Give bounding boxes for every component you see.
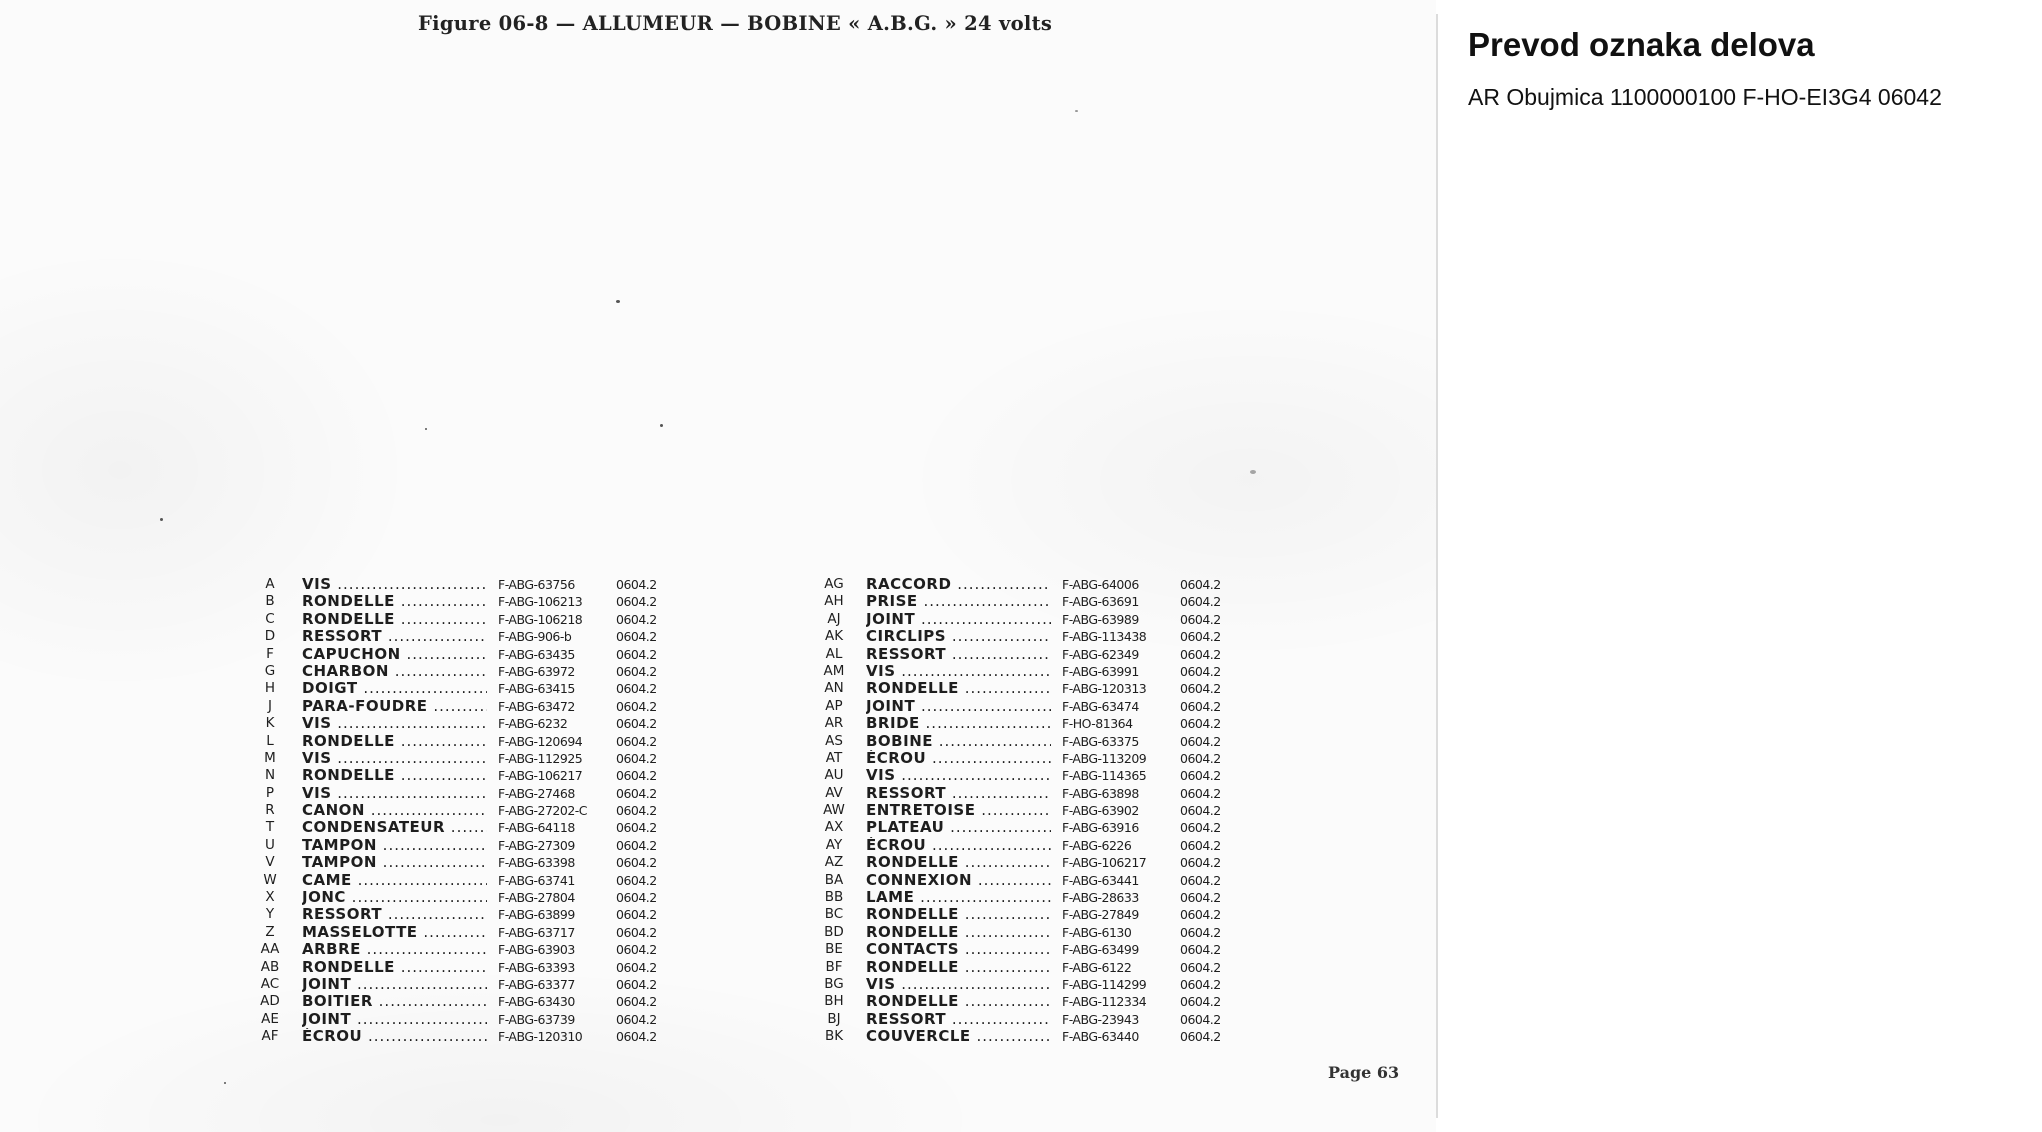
part-row (258, 1028, 678, 1045)
part-reference: F-ABG-63691 (1062, 594, 1139, 610)
part-row (258, 802, 678, 819)
part-reference: F-ABG-6226 (1062, 837, 1132, 853)
part-row (258, 941, 678, 958)
parts-list-left (258, 576, 678, 1046)
part-name: ENTRETOISE ..... (866, 802, 1051, 819)
part-row (822, 611, 1242, 628)
part-row (258, 993, 678, 1010)
part-row (258, 698, 678, 715)
part-name: VIS ..... (302, 750, 487, 767)
part-row (258, 680, 678, 697)
part-name: PARA-FOUDRE ..... (302, 698, 487, 715)
part-letter: AB (260, 958, 280, 975)
part-name: CANON ..... (302, 802, 487, 819)
part-reference: F-ABG-63377 (498, 976, 575, 992)
part-row (258, 854, 678, 871)
part-reference: F-ABG-63972 (498, 663, 575, 679)
part-code: 0604.2 (1180, 837, 1221, 853)
part-letter: AE (261, 1010, 279, 1027)
part-reference: F-ABG-63989 (1062, 611, 1139, 627)
part-name: VIS ..... (302, 785, 487, 802)
part-reference: F-ABG-63398 (498, 855, 575, 871)
part-letter: BH (824, 993, 844, 1010)
part-code: 0604.2 (1180, 663, 1221, 679)
part-row (258, 976, 678, 993)
part-name: JOINT ..... (302, 1011, 487, 1028)
part-code: 0604.2 (1180, 716, 1221, 732)
part-row (822, 802, 1242, 819)
part-letter: B (265, 593, 275, 610)
part-name: JOINT ..... (866, 611, 1051, 628)
part-letter: R (265, 802, 275, 819)
part-name: RONDELLE ..... (302, 611, 487, 628)
part-reference: F-ABG-63393 (498, 959, 575, 975)
part-reference: F-ABG-6232 (498, 716, 568, 732)
part-letter: U (265, 836, 275, 853)
part-letter: AT (825, 749, 843, 766)
part-code: 0604.2 (1180, 629, 1221, 645)
part-code: 0604.2 (616, 785, 657, 801)
part-name: LAME ..... (866, 889, 1051, 906)
scan-speck (224, 1082, 226, 1084)
part-name: DOIGT ..... (302, 680, 487, 697)
part-reference: F-ABG-63472 (498, 698, 575, 714)
part-reference: F-ABG-27202-C (498, 803, 588, 819)
part-code: 0604.2 (616, 594, 657, 610)
part-letter: AD (260, 993, 280, 1010)
part-row (258, 924, 678, 941)
scan-speck (425, 428, 427, 430)
part-letter: N (264, 767, 276, 784)
part-row (258, 750, 678, 767)
part-name: BRIDE ..... (866, 715, 1051, 732)
part-letter: AK (824, 628, 844, 645)
part-code: 0604.2 (616, 855, 657, 871)
part-row (258, 646, 678, 663)
figure-title: Figure 06-8 — ALLUMEUR — BOBINE « A.B.G. » 24 volts (418, 12, 1053, 35)
part-name: RONDELLE ..... (866, 906, 1051, 923)
part-reference: F-ABG-63717 (498, 924, 575, 940)
part-row (822, 646, 1242, 663)
part-name: RESSORT ..... (866, 646, 1051, 663)
part-letter: AC (260, 975, 280, 992)
part-letter: M (264, 749, 276, 766)
part-name: CIRCLIPS ..... (866, 628, 1051, 645)
parts-list-right (822, 576, 1242, 1046)
part-code: 0604.2 (616, 907, 657, 923)
part-letter: AV (825, 784, 843, 801)
part-row (822, 750, 1242, 767)
part-row (258, 889, 678, 906)
part-letter: AZ (824, 854, 844, 871)
part-reference: F-ABG-27849 (1062, 907, 1139, 923)
part-letter: J (268, 697, 272, 714)
part-code: 0604.2 (1180, 681, 1221, 697)
part-name: CONNEXION ..... (866, 872, 1051, 889)
part-reference: F-ABG-63440 (1062, 1029, 1139, 1045)
part-name: VIS ..... (866, 976, 1051, 993)
part-row (822, 941, 1242, 958)
part-reference: F-ABG-63991 (1062, 663, 1139, 679)
part-name: JONC ..... (302, 889, 487, 906)
part-reference: F-ABG-114299 (1062, 976, 1147, 992)
part-code: 0604.2 (1180, 942, 1221, 958)
part-row (258, 767, 678, 784)
part-name: TAMPON ..... (302, 854, 487, 871)
part-code: 0604.2 (1180, 924, 1221, 940)
part-reference: F-ABG-63899 (498, 907, 575, 923)
part-code: 0604.2 (616, 629, 657, 645)
part-code: 0604.2 (616, 681, 657, 697)
part-name: RONDELLE ..... (302, 767, 487, 784)
part-row (822, 906, 1242, 923)
part-reference: F-ABG-64118 (498, 820, 575, 836)
part-name: PLATEAU ..... (866, 819, 1051, 836)
part-reference: F-ABG-63916 (1062, 820, 1139, 836)
part-row (822, 889, 1242, 906)
part-letter: AJ (827, 610, 841, 627)
part-name: VIS ..... (302, 715, 487, 732)
part-letter: H (264, 680, 276, 697)
part-letter: BJ (827, 1010, 841, 1027)
part-name: CHARBON ..... (302, 663, 487, 680)
part-name: BOBINE ..... (866, 733, 1051, 750)
part-letter: T (265, 819, 275, 836)
part-letter: AA (260, 941, 280, 958)
part-name: VIS ..... (866, 767, 1051, 784)
part-reference: F-ABG-63435 (498, 646, 575, 662)
panel-title: Prevod oznaka delova (1468, 26, 1815, 63)
part-reference: F-ABG-112925 (498, 750, 583, 766)
part-letter: AY (825, 836, 843, 853)
part-code: 0604.2 (616, 890, 657, 906)
part-letter: AM (823, 662, 845, 679)
part-letter: BB (824, 889, 844, 906)
part-letter: BA (824, 871, 844, 888)
part-reference: F-ABG-113209 (1062, 750, 1147, 766)
part-reference: F-ABG-62349 (1062, 646, 1139, 662)
part-code: 0604.2 (1180, 768, 1221, 784)
panel-divider (1436, 14, 1438, 1118)
part-reference: F-ABG-28633 (1062, 890, 1139, 906)
part-letter: C (265, 610, 275, 627)
part-letter: AG (824, 576, 844, 592)
part-code: 0604.2 (616, 733, 657, 749)
part-row (258, 593, 678, 610)
part-reference: F-ABG-120310 (498, 1029, 583, 1045)
part-reference: F-ABG-6122 (1062, 959, 1132, 975)
part-code: 0604.2 (1180, 820, 1221, 836)
part-name: RESSORT ..... (866, 785, 1051, 802)
part-letter: AH (824, 593, 844, 610)
part-reference: F-ABG-120694 (498, 733, 583, 749)
part-code: 0604.2 (616, 1011, 657, 1027)
part-code: 0604.2 (616, 803, 657, 819)
part-name: RONDELLE ..... (302, 733, 487, 750)
part-row (258, 628, 678, 645)
part-letter: BG (824, 975, 844, 992)
part-code: 0604.2 (616, 611, 657, 627)
part-row (258, 611, 678, 628)
part-row (258, 872, 678, 889)
part-row (822, 767, 1242, 784)
part-reference: F-ABG-63474 (1062, 698, 1139, 714)
part-row (258, 959, 678, 976)
part-code: 0604.2 (1180, 733, 1221, 749)
part-letter: G (264, 662, 276, 679)
part-row (822, 959, 1242, 976)
part-code: 0604.2 (616, 716, 657, 732)
part-reference: F-HO-81364 (1062, 716, 1133, 732)
part-code: 0604.2 (1180, 872, 1221, 888)
part-reference: F-ABG-63902 (1062, 803, 1139, 819)
part-row (822, 1011, 1242, 1028)
part-reference: F-ABG-113438 (1062, 629, 1147, 645)
part-reference: F-ABG-63415 (498, 681, 575, 697)
part-name: RESSORT ..... (302, 906, 487, 923)
part-reference: F-ABG-112334 (1062, 994, 1147, 1010)
part-code: 0604.2 (1180, 577, 1221, 592)
part-letter: P (265, 784, 275, 801)
part-name: ÉCROU ..... (866, 750, 1051, 767)
part-name: VIS ..... (866, 663, 1051, 680)
part-reference: F-ABG-106218 (498, 611, 583, 627)
part-code: 0604.2 (616, 1029, 657, 1045)
part-code: 0604.2 (1180, 1029, 1221, 1045)
part-row (822, 733, 1242, 750)
part-row (258, 576, 678, 593)
part-code: 0604.2 (616, 663, 657, 679)
part-name: ÉCROU ..... (302, 1028, 487, 1045)
part-name: RONDELLE ..... (866, 680, 1051, 697)
part-name: BOITIER ..... (302, 993, 487, 1010)
part-letter: AS (825, 732, 843, 749)
part-reference: F-ABG-906-b (498, 629, 572, 645)
part-reference: F-ABG-63499 (1062, 942, 1139, 958)
part-name: RONDELLE ..... (866, 854, 1051, 871)
part-name: MASSELOTTE ..... (302, 924, 487, 941)
part-code: 0604.2 (616, 750, 657, 766)
part-code: 0604.2 (616, 768, 657, 784)
part-code: 0604.2 (1180, 611, 1221, 627)
part-reference: F-ABG-63756 (498, 577, 575, 592)
part-code: 0604.2 (1180, 907, 1221, 923)
part-row (822, 715, 1242, 732)
part-code: 0604.2 (1180, 750, 1221, 766)
part-reference: F-ABG-27804 (498, 890, 575, 906)
part-reference: F-ABG-27309 (498, 837, 575, 853)
part-letter: AP (825, 697, 843, 714)
part-reference: F-ABG-23943 (1062, 1011, 1139, 1027)
part-letter: AL (825, 645, 843, 662)
part-row (258, 663, 678, 680)
part-row (258, 715, 678, 732)
part-code: 0604.2 (616, 994, 657, 1010)
part-code: 0604.2 (616, 942, 657, 958)
part-letter: AF (261, 1028, 279, 1045)
part-letter: BF (825, 958, 843, 975)
part-letter: BK (824, 1028, 844, 1045)
part-code: 0604.2 (616, 820, 657, 836)
part-code: 0604.2 (1180, 1011, 1221, 1027)
part-reference: F-ABG-27468 (498, 785, 575, 801)
part-letter: BC (824, 906, 844, 923)
part-letter: X (265, 889, 275, 906)
part-row (822, 628, 1242, 645)
scan-speck (616, 300, 620, 303)
part-reference: F-ABG-114365 (1062, 768, 1147, 784)
part-row (258, 1011, 678, 1028)
part-code: 0604.2 (1180, 890, 1221, 906)
part-letter: AW (823, 802, 845, 819)
part-code: 0604.2 (1180, 646, 1221, 662)
part-name: CONDENSATEUR ..... (302, 819, 487, 836)
part-row (822, 837, 1242, 854)
part-code: 0604.2 (1180, 959, 1221, 975)
part-letter: F (266, 645, 274, 662)
part-row (258, 819, 678, 836)
part-name: RESSORT ..... (866, 1011, 1051, 1028)
part-reference: F-ABG-63903 (498, 942, 575, 958)
part-name: RONDELLE ..... (866, 959, 1051, 976)
part-letter: K (265, 715, 275, 732)
part-name: COUVERCLE ..... (866, 1028, 1051, 1045)
part-name: RONDELLE ..... (866, 993, 1051, 1010)
scan-speck (1075, 110, 1078, 112)
part-name: ÉCROU ..... (866, 837, 1051, 854)
part-letter: D (264, 628, 276, 645)
part-row (822, 593, 1242, 610)
part-row (822, 785, 1242, 802)
part-name: CAPUCHON ..... (302, 646, 487, 663)
translation-entry: AR Obujmica 1100000100 F-HO-EI3G4 06042 (1468, 84, 1942, 110)
part-row (822, 680, 1242, 697)
part-row (822, 1028, 1242, 1045)
part-code: 0604.2 (616, 577, 657, 592)
part-letter: V (265, 854, 275, 871)
page-number: Page 63 (1328, 1063, 1400, 1082)
part-row (258, 733, 678, 750)
part-reference: F-ABG-63898 (1062, 785, 1139, 801)
scan-speck (660, 424, 663, 427)
part-name: RONDELLE ..... (866, 924, 1051, 941)
part-name: RACCORD ..... (866, 576, 1051, 593)
part-code: 0604.2 (1180, 803, 1221, 819)
part-code: 0604.2 (616, 837, 657, 853)
part-code: 0604.2 (616, 646, 657, 662)
part-row (822, 854, 1242, 871)
part-row (822, 576, 1242, 593)
part-row (822, 924, 1242, 941)
part-reference: F-ABG-106217 (498, 768, 583, 784)
part-code: 0604.2 (1180, 594, 1221, 610)
part-reference: F-ABG-106213 (498, 594, 583, 610)
part-name: RONDELLE ..... (302, 959, 487, 976)
part-name: CONTACTS ..... (866, 941, 1051, 958)
part-letter: L (266, 732, 274, 749)
part-row (822, 698, 1242, 715)
part-row (822, 976, 1242, 993)
part-reference: F-ABG-64006 (1062, 577, 1139, 592)
scan-speck (160, 518, 163, 521)
part-name: VIS ..... (302, 576, 487, 593)
part-row (822, 819, 1242, 836)
translation-panel (1468, 20, 2028, 111)
scan-speck (1250, 470, 1256, 474)
part-row (822, 663, 1242, 680)
part-name: PRISE ..... (866, 593, 1051, 610)
part-code: 0604.2 (616, 924, 657, 940)
part-letter: AU (824, 767, 844, 784)
part-reference: F-ABG-63375 (1062, 733, 1139, 749)
part-reference: F-ABG-63430 (498, 994, 575, 1010)
part-code: 0604.2 (616, 959, 657, 975)
part-reference: F-ABG-6130 (1062, 924, 1132, 940)
part-row (822, 872, 1242, 889)
part-letter: W (263, 871, 277, 888)
part-code: 0604.2 (1180, 976, 1221, 992)
part-letter: BE (825, 941, 843, 958)
part-reference: F-ABG-106217 (1062, 855, 1147, 871)
part-row (822, 993, 1242, 1010)
part-letter: A (265, 576, 275, 592)
part-code: 0604.2 (1180, 698, 1221, 714)
part-letter: Z (265, 923, 275, 940)
part-name: RONDELLE ..... (302, 593, 487, 610)
part-letter: AR (824, 715, 844, 732)
part-letter: Y (265, 906, 275, 923)
part-code: 0604.2 (1180, 785, 1221, 801)
part-row (258, 906, 678, 923)
part-code: 0604.2 (1180, 855, 1221, 871)
part-code: 0604.2 (616, 698, 657, 714)
part-letter: AN (824, 680, 844, 697)
part-reference: F-ABG-120313 (1062, 681, 1147, 697)
part-code: 0604.2 (616, 872, 657, 888)
part-row (258, 785, 678, 802)
part-name: RESSORT ..... (302, 628, 487, 645)
part-code: 0604.2 (1180, 994, 1221, 1010)
part-name: TAMPON ..... (302, 837, 487, 854)
part-name: ARBRE ..... (302, 941, 487, 958)
part-row (258, 837, 678, 854)
part-reference: F-ABG-63739 (498, 1011, 575, 1027)
part-reference: F-ABG-63441 (1062, 872, 1139, 888)
part-name: JOINT ..... (302, 976, 487, 993)
part-name: JOINT ..... (866, 698, 1051, 715)
part-letter: BD (824, 923, 844, 940)
part-code: 0604.2 (616, 976, 657, 992)
part-name: CAME ..... (302, 872, 487, 889)
part-letter: AX (824, 819, 844, 836)
part-reference: F-ABG-63741 (498, 872, 575, 888)
